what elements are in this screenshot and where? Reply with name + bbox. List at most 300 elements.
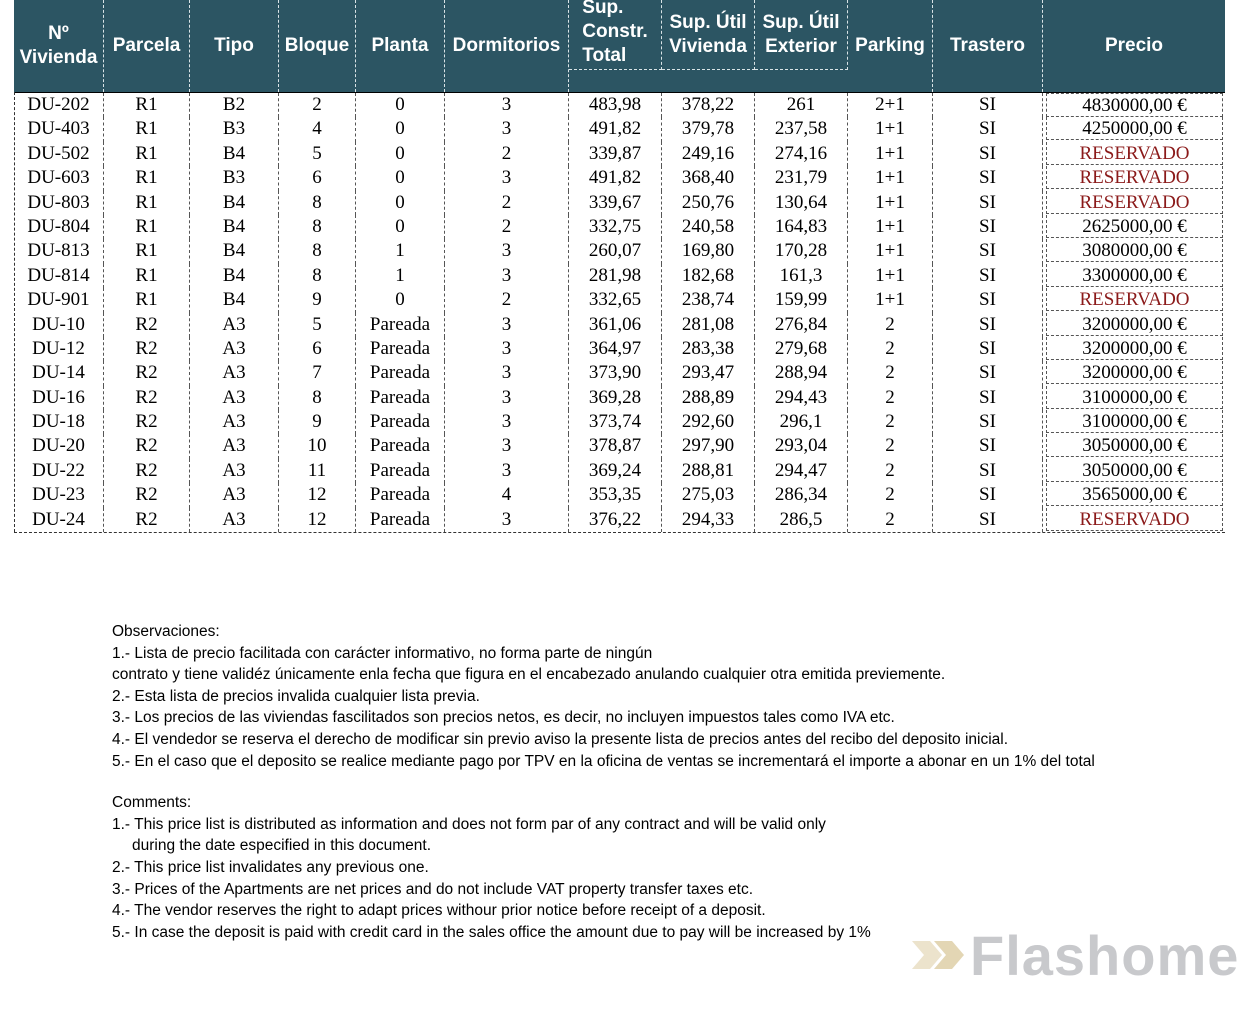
cell-vivienda: DU-202 — [14, 93, 104, 117]
cell-planta: 0 — [356, 93, 445, 117]
cell-planta: Pareada — [356, 459, 445, 483]
comments-title: Comments: — [112, 794, 192, 812]
cell-parcela: R1 — [104, 215, 190, 239]
table-row — [14, 288, 1225, 312]
col-header-bloque — [279, 0, 356, 92]
cell-tipo: B4 — [190, 215, 279, 239]
cell-sup-util-viv: 249,16 — [662, 142, 755, 166]
comments-line: 1.- This price list is distributed as information and does not form par of any contract and will be valid only — [112, 815, 826, 833]
cell-parking: 2+1 — [848, 93, 933, 117]
cell-sup-constr: 260,07 — [569, 239, 662, 263]
cell-tipo: A3 — [190, 337, 279, 361]
cell-planta: 0 — [356, 166, 445, 190]
price-value: RESERVADO — [1046, 166, 1223, 189]
cell-sup-util-ext: 159,99 — [755, 288, 848, 312]
cell-bloque: 12 — [279, 483, 356, 507]
cell-sup-util-viv: 293,47 — [662, 361, 755, 385]
cell-bloque: 11 — [279, 459, 356, 483]
cell-sup-constr: 491,82 — [569, 166, 662, 190]
cell-bloque: 4 — [279, 117, 356, 141]
table-row — [14, 434, 1225, 458]
cell-precio — [1043, 386, 1225, 410]
price-value: RESERVADO — [1046, 288, 1223, 311]
table-row — [14, 313, 1225, 337]
cell-sup-util-viv: 288,81 — [662, 459, 755, 483]
cell-sup-constr: 369,28 — [569, 386, 662, 410]
cell-precio — [1043, 337, 1225, 361]
cell-planta: Pareada — [356, 434, 445, 458]
cell-sup-util-ext: 130,64 — [755, 191, 848, 215]
cell-planta: Pareada — [356, 508, 445, 532]
cell-trastero: SI — [933, 313, 1043, 337]
cell-trastero: SI — [933, 337, 1043, 361]
cell-parcela: R2 — [104, 337, 190, 361]
price-value: 3050000,00 € — [1046, 459, 1223, 482]
cell-tipo: A3 — [190, 434, 279, 458]
cell-trastero: SI — [933, 288, 1043, 312]
cell-precio — [1043, 434, 1225, 458]
col-header-label: Precio — [1104, 35, 1164, 56]
col-header-precio — [1043, 0, 1225, 92]
cell-parking: 1+1 — [848, 288, 933, 312]
cell-parcela: R1 — [104, 191, 190, 215]
cell-tipo: A3 — [190, 313, 279, 337]
cell-sup-util-ext: 296,1 — [755, 410, 848, 434]
cell-tipo: B4 — [190, 288, 279, 312]
cell-dormitorios: 2 — [445, 142, 569, 166]
price-value: 3100000,00 € — [1046, 386, 1223, 409]
cell-sup-util-ext: 164,83 — [755, 215, 848, 239]
cell-precio — [1043, 264, 1225, 288]
price-value: 3565000,00 € — [1046, 483, 1223, 506]
cell-sup-util-ext: 161,3 — [755, 264, 848, 288]
col-header-line: Sup. — [582, 0, 624, 18]
cell-planta: 0 — [356, 117, 445, 141]
cell-parking: 2 — [848, 410, 933, 434]
cell-trastero: SI — [933, 191, 1043, 215]
notes-spacer — [112, 772, 1212, 792]
col-header-line: Nº — [48, 23, 69, 44]
cell-trastero: SI — [933, 459, 1043, 483]
cell-bloque: 12 — [279, 508, 356, 532]
price-value: 3300000,00 € — [1046, 264, 1223, 287]
cell-parcela: R1 — [104, 117, 190, 141]
table-row — [14, 93, 1225, 117]
cell-dormitorios: 3 — [445, 264, 569, 288]
cell-bloque: 8 — [279, 264, 356, 288]
cell-parking: 2 — [848, 313, 933, 337]
col-header-line: Constr. — [582, 21, 648, 42]
cell-sup-util-ext: 293,04 — [755, 434, 848, 458]
cell-sup-constr: 483,98 — [569, 93, 662, 117]
cell-planta: 1 — [356, 239, 445, 263]
cell-precio — [1043, 117, 1225, 141]
cell-sup-constr: 332,75 — [569, 215, 662, 239]
col-header-label: Parking — [855, 35, 925, 56]
cell-sup-util-ext: 286,5 — [755, 508, 848, 532]
cell-parcela: R2 — [104, 386, 190, 410]
table-row — [14, 337, 1225, 361]
price-value: 3100000,00 € — [1046, 410, 1223, 433]
cell-sup-constr: 332,65 — [569, 288, 662, 312]
col-header-planta — [356, 0, 445, 92]
cell-sup-util-ext: 286,34 — [755, 483, 848, 507]
notes-section — [112, 621, 1212, 943]
cell-vivienda: DU-603 — [14, 166, 104, 190]
cell-sup-util-viv: 275,03 — [662, 483, 755, 507]
comments-line: 5.- In case the deposit is paid with credit card in the sales office the amount due to pay will be increased by 1% — [112, 923, 871, 941]
cell-trastero: SI — [933, 508, 1043, 532]
observaciones-title: Observaciones: — [112, 623, 220, 640]
cell-bloque: 5 — [279, 313, 356, 337]
cell-sup-util-viv: 283,38 — [662, 337, 755, 361]
cell-dormitorios: 2 — [445, 215, 569, 239]
cell-precio — [1043, 361, 1225, 385]
cell-trastero: SI — [933, 239, 1043, 263]
price-value: 4830000,00 € — [1046, 93, 1223, 117]
cell-sup-util-viv: 238,74 — [662, 288, 755, 312]
observaciones-line: 4.- El vendedor se reserva el derecho de modificar sin previo aviso la presente lista de precios antes del recibo del deposito inicial. — [112, 730, 1009, 748]
cell-precio — [1043, 93, 1225, 117]
cell-sup-constr: 353,35 — [569, 483, 662, 507]
cell-planta: 0 — [356, 142, 445, 166]
cell-sup-util-ext: 288,94 — [755, 361, 848, 385]
cell-sup-util-viv: 292,60 — [662, 410, 755, 434]
cell-parking: 2 — [848, 337, 933, 361]
table-row — [14, 264, 1225, 288]
price-value: 4250000,00 € — [1046, 117, 1223, 140]
observaciones-line: contrato y tiene validéz únicamente enla fecha que figura en el encabezado anulando cualquier otra emitida previemente. — [112, 666, 946, 684]
observaciones-line: 3.- Los precios de las viviendas fascilitados son precios netos, es decir, no incluyen impuestos tales como IVA etc. — [112, 709, 895, 727]
logo-wordmark: Flashome — [970, 923, 1240, 987]
col-header-sup-util-vivienda — [662, 0, 755, 70]
cell-tipo: A3 — [190, 361, 279, 385]
cell-dormitorios: 3 — [445, 337, 569, 361]
cell-tipo: B4 — [190, 191, 279, 215]
cell-dormitorios: 3 — [445, 117, 569, 141]
comments-line: 4.- The vendor reserves the right to adapt prices withour prior notice before receipt of a deposit. — [112, 902, 766, 920]
cell-parcela: R1 — [104, 264, 190, 288]
col-header-line: Sup. Útil — [762, 11, 840, 33]
cell-tipo: B4 — [190, 264, 279, 288]
table-row — [14, 215, 1225, 239]
cell-trastero: SI — [933, 483, 1043, 507]
cell-parking: 1+1 — [848, 142, 933, 166]
cell-vivienda: DU-12 — [14, 337, 104, 361]
cell-vivienda: DU-814 — [14, 264, 104, 288]
cell-vivienda: DU-901 — [14, 288, 104, 312]
price-value: RESERVADO — [1046, 142, 1223, 165]
cell-planta: 0 — [356, 215, 445, 239]
cell-precio — [1043, 313, 1225, 337]
cell-precio — [1043, 508, 1225, 532]
observaciones-line: 1.- Lista de precio facilitada con carácter informativo, no forma parte de ningún — [112, 644, 653, 662]
cell-sup-util-ext: 294,47 — [755, 459, 848, 483]
table-row — [14, 117, 1225, 141]
logo-chevron-icon — [912, 933, 970, 977]
cell-tipo: B4 — [190, 239, 279, 263]
cell-trastero: SI — [933, 434, 1043, 458]
table-row — [14, 483, 1225, 507]
cell-planta: Pareada — [356, 313, 445, 337]
observaciones-line: 2.- Esta lista de precios invalida cualquier lista previa. — [112, 687, 480, 705]
cell-tipo: B2 — [190, 93, 279, 117]
table-row — [14, 508, 1225, 532]
cell-vivienda: DU-803 — [14, 191, 104, 215]
cell-sup-constr: 339,87 — [569, 142, 662, 166]
cell-precio — [1043, 410, 1225, 434]
col-header-line: Sup. Útil — [669, 11, 747, 33]
cell-vivienda: DU-403 — [14, 117, 104, 141]
cell-tipo: A3 — [190, 459, 279, 483]
price-value: 3050000,00 € — [1046, 434, 1223, 457]
col-header-line: Vivienda — [669, 35, 747, 57]
cell-dormitorios: 3 — [445, 434, 569, 458]
cell-parcela: R1 — [104, 166, 190, 190]
cell-sup-constr: 491,82 — [569, 117, 662, 141]
flashome-logo — [912, 925, 1239, 985]
cell-vivienda: DU-804 — [14, 215, 104, 239]
cell-dormitorios: 2 — [445, 288, 569, 312]
cell-sup-constr: 373,74 — [569, 410, 662, 434]
table-row — [14, 361, 1225, 385]
cell-sup-util-viv: 240,58 — [662, 215, 755, 239]
cell-planta: Pareada — [356, 410, 445, 434]
cell-sup-constr: 339,67 — [569, 191, 662, 215]
cell-tipo: A3 — [190, 508, 279, 532]
cell-parcela: R1 — [104, 142, 190, 166]
cell-trastero: SI — [933, 93, 1043, 117]
cell-dormitorios: 3 — [445, 410, 569, 434]
cell-tipo: A3 — [190, 386, 279, 410]
cell-sup-util-ext: 170,28 — [755, 239, 848, 263]
cell-dormitorios: 3 — [445, 508, 569, 532]
cell-bloque: 9 — [279, 288, 356, 312]
cell-sup-constr: 361,06 — [569, 313, 662, 337]
cell-dormitorios: 3 — [445, 93, 569, 117]
cell-vivienda: DU-18 — [14, 410, 104, 434]
table-row — [14, 191, 1225, 215]
cell-parcela: R1 — [104, 239, 190, 263]
cell-sup-constr: 364,97 — [569, 337, 662, 361]
cell-bloque: 2 — [279, 93, 356, 117]
price-value: 3200000,00 € — [1046, 337, 1223, 360]
cell-sup-util-viv: 368,40 — [662, 166, 755, 190]
cell-planta: Pareada — [356, 337, 445, 361]
cell-parking: 1+1 — [848, 166, 933, 190]
cell-planta: Pareada — [356, 386, 445, 410]
cell-vivienda: DU-14 — [14, 361, 104, 385]
cell-parcela: R1 — [104, 93, 190, 117]
cell-vivienda: DU-10 — [14, 313, 104, 337]
cell-vivienda: DU-813 — [14, 239, 104, 263]
cell-parking: 1+1 — [848, 239, 933, 263]
price-value: 3080000,00 € — [1046, 239, 1223, 262]
comments-line: 3.- Prices of the Apartments are net prices and do not include VAT property transfer taxes etc. — [112, 880, 753, 898]
cell-precio — [1043, 483, 1225, 507]
col-header-parking — [848, 0, 933, 92]
table-row — [14, 239, 1225, 263]
col-header-line: Total — [582, 45, 627, 66]
cell-dormitorios: 3 — [445, 239, 569, 263]
cell-parcela: R2 — [104, 508, 190, 532]
cell-sup-util-viv: 250,76 — [662, 191, 755, 215]
cell-dormitorios: 3 — [445, 361, 569, 385]
cell-sup-util-ext: 231,79 — [755, 166, 848, 190]
cell-bloque: 8 — [279, 215, 356, 239]
cell-tipo: B3 — [190, 166, 279, 190]
comments-line: 2.- This price list invalidates any previous one. — [112, 858, 429, 876]
table-left-border — [14, 92, 15, 532]
col-header-line: Exterior — [765, 35, 837, 57]
cell-vivienda: DU-23 — [14, 483, 104, 507]
cell-sup-constr: 281,98 — [569, 264, 662, 288]
cell-trastero: SI — [933, 386, 1043, 410]
cell-sup-util-ext: 279,68 — [755, 337, 848, 361]
cell-parcela: R2 — [104, 459, 190, 483]
table-bottom-border — [14, 532, 1225, 533]
cell-precio — [1043, 166, 1225, 190]
price-value: 3200000,00 € — [1046, 361, 1223, 384]
col-header-sup-constr — [569, 0, 662, 70]
col-header-label: Planta — [371, 35, 429, 56]
cell-dormitorios: 3 — [445, 166, 569, 190]
col-header-label: Dormitorios — [452, 35, 561, 56]
cell-trastero: SI — [933, 215, 1043, 239]
cell-parking: 2 — [848, 483, 933, 507]
cell-bloque: 8 — [279, 239, 356, 263]
cell-parking: 2 — [848, 386, 933, 410]
cell-sup-util-ext: 237,58 — [755, 117, 848, 141]
cell-trastero: SI — [933, 142, 1043, 166]
cell-bloque: 8 — [279, 191, 356, 215]
price-value: RESERVADO — [1046, 508, 1223, 531]
cell-tipo: B4 — [190, 142, 279, 166]
observaciones-line: 5.- En el caso que el deposito se realice mediante pago por TPV en la oficina de ventas se incrementará el importe a abonar en un 1% del total — [112, 752, 1095, 770]
comments-line: during the date especified in this document. — [132, 837, 431, 855]
cell-sup-constr: 378,87 — [569, 434, 662, 458]
table-row — [14, 166, 1225, 190]
cell-vivienda: DU-502 — [14, 142, 104, 166]
cell-dormitorios: 2 — [445, 191, 569, 215]
cell-dormitorios: 3 — [445, 313, 569, 337]
cell-precio — [1043, 142, 1225, 166]
cell-planta: Pareada — [356, 361, 445, 385]
cell-sup-constr: 376,22 — [569, 508, 662, 532]
cell-sup-util-ext: 261 — [755, 93, 848, 117]
col-header-sup-util-exterior — [755, 0, 848, 70]
cell-sup-util-viv: 169,80 — [662, 239, 755, 263]
cell-vivienda: DU-22 — [14, 459, 104, 483]
cell-precio — [1043, 191, 1225, 215]
cell-bloque: 9 — [279, 410, 356, 434]
cell-vivienda: DU-16 — [14, 386, 104, 410]
cell-sup-util-viv: 288,89 — [662, 386, 755, 410]
cell-parcela: R2 — [104, 313, 190, 337]
cell-precio — [1043, 288, 1225, 312]
table-row — [14, 386, 1225, 410]
cell-parking: 1+1 — [848, 215, 933, 239]
cell-sup-constr: 369,24 — [569, 459, 662, 483]
col-header-label: Trastero — [950, 35, 1025, 56]
cell-planta: 1 — [356, 264, 445, 288]
cell-sup-util-viv: 294,33 — [662, 508, 755, 532]
cell-planta: Pareada — [356, 483, 445, 507]
cell-sup-util-viv: 182,68 — [662, 264, 755, 288]
cell-parking: 1+1 — [848, 191, 933, 215]
cell-parking: 1+1 — [848, 264, 933, 288]
price-value: 3200000,00 € — [1046, 313, 1223, 336]
cell-bloque: 6 — [279, 337, 356, 361]
cell-bloque: 10 — [279, 434, 356, 458]
cell-parcela: R2 — [104, 483, 190, 507]
cell-parcela: R1 — [104, 288, 190, 312]
col-header-label: Tipo — [214, 35, 254, 56]
cell-parcela: R2 — [104, 361, 190, 385]
col-header-label: Parcela — [112, 35, 181, 56]
col-header-line: Vivienda — [19, 47, 98, 68]
table-row — [14, 459, 1225, 483]
col-header-dormitorios — [445, 0, 569, 92]
price-value: 2625000,00 € — [1046, 215, 1223, 238]
table-body — [14, 92, 1225, 532]
cell-precio — [1043, 459, 1225, 483]
col-header-vivienda — [14, 0, 104, 92]
table-header — [14, 0, 1225, 92]
cell-sup-util-viv: 379,78 — [662, 117, 755, 141]
col-header-trastero — [933, 0, 1043, 92]
col-header-parcela — [104, 0, 190, 92]
cell-sup-util-ext: 274,16 — [755, 142, 848, 166]
cell-parking: 2 — [848, 508, 933, 532]
cell-bloque: 6 — [279, 166, 356, 190]
cell-bloque: 8 — [279, 386, 356, 410]
cell-parking: 1+1 — [848, 117, 933, 141]
cell-parking: 2 — [848, 361, 933, 385]
cell-trastero: SI — [933, 410, 1043, 434]
cell-sup-util-viv: 297,90 — [662, 434, 755, 458]
cell-trastero: SI — [933, 117, 1043, 141]
cell-trastero: SI — [933, 264, 1043, 288]
cell-bloque: 7 — [279, 361, 356, 385]
cell-precio — [1043, 215, 1225, 239]
cell-dormitorios: 3 — [445, 386, 569, 410]
cell-parcela: R2 — [104, 434, 190, 458]
col-header-label: Bloque — [284, 35, 350, 56]
cell-parking: 2 — [848, 434, 933, 458]
cell-sup-util-viv: 378,22 — [662, 93, 755, 117]
cell-planta: 0 — [356, 288, 445, 312]
cell-dormitorios: 4 — [445, 483, 569, 507]
table-row — [14, 410, 1225, 434]
cell-tipo: A3 — [190, 483, 279, 507]
cell-sup-constr: 373,90 — [569, 361, 662, 385]
cell-planta: 0 — [356, 191, 445, 215]
cell-precio — [1043, 239, 1225, 263]
price-value: RESERVADO — [1046, 191, 1223, 214]
table-row — [14, 142, 1225, 166]
cell-dormitorios: 3 — [445, 459, 569, 483]
col-header-tipo — [190, 0, 279, 92]
cell-tipo: B3 — [190, 117, 279, 141]
cell-sup-util-ext: 294,43 — [755, 386, 848, 410]
cell-vivienda: DU-20 — [14, 434, 104, 458]
cell-vivienda: DU-24 — [14, 508, 104, 532]
cell-trastero: SI — [933, 361, 1043, 385]
cell-parcela: R2 — [104, 410, 190, 434]
cell-parking: 2 — [848, 459, 933, 483]
cell-sup-util-ext: 276,84 — [755, 313, 848, 337]
